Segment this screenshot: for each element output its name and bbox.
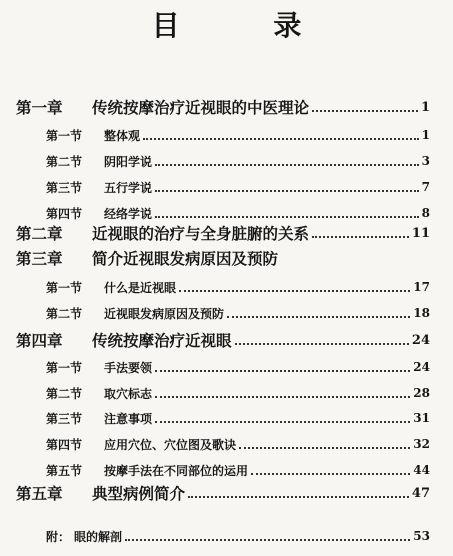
toc-entry-number: 第一节 <box>46 360 83 375</box>
toc-chapter-row <box>0 246 453 270</box>
toc-page-number: 1 <box>421 128 430 142</box>
toc-entry-title: 什么是近视眼 <box>104 280 177 295</box>
toc-page-number: 1 <box>420 99 430 115</box>
toc-section-row <box>0 149 453 173</box>
dot-leader <box>227 314 410 318</box>
toc-section-row <box>0 432 453 456</box>
toc-page-number: 53 <box>413 529 430 543</box>
toc-entry-title: 取穴标志 <box>104 386 153 401</box>
dot-leader <box>155 368 410 372</box>
toc-page-number: 28 <box>413 386 430 400</box>
toc-entry-title: 近视眼发病原因及预防 <box>104 306 225 321</box>
toc-entry-title: 五行学说 <box>104 180 153 195</box>
toc-entry-title: 手法要领 <box>104 360 153 375</box>
toc-entry-title: 眼的解剖 <box>74 529 123 544</box>
toc-entry-title: 传统按摩治疗近视眼的中医理论 <box>92 98 310 117</box>
toc-page-number: 31 <box>413 411 430 425</box>
toc-entry-number: 第五章 <box>16 484 63 503</box>
toc-entry-number: 第二节 <box>46 306 83 321</box>
dot-leader <box>155 394 410 398</box>
toc-chapter-row <box>0 481 453 505</box>
toc-page-number: 47 <box>411 485 430 501</box>
dot-leader <box>179 288 410 292</box>
dot-leader <box>155 214 419 218</box>
toc-section-row <box>0 275 453 299</box>
toc-section-row <box>0 381 453 405</box>
dot-leader <box>155 162 419 166</box>
toc-entry-title: 典型病例简介 <box>92 484 186 503</box>
toc-entry-title: 传统按摩治疗近视眼 <box>92 331 232 350</box>
toc-entry-title: 阴阳学说 <box>104 154 153 169</box>
dot-leader <box>312 234 409 238</box>
toc-entry-title: 近视眼的治疗与全身脏腑的关系 <box>92 224 310 243</box>
toc-page-number: 11 <box>411 225 430 241</box>
toc-entry-number: 第一章 <box>16 98 63 117</box>
toc-entry-number: 附： <box>46 529 71 544</box>
dot-leader <box>239 445 410 449</box>
toc-page-number: 24 <box>411 332 430 348</box>
toc-entry-number: 第四节 <box>46 437 83 452</box>
toc-entry-title: 整体观 <box>104 128 141 143</box>
toc-page-number: 32 <box>413 437 430 451</box>
toc-entry-number: 第四节 <box>46 206 83 221</box>
toc-entry-number: 第一节 <box>46 128 83 143</box>
toc-chapter-row <box>0 221 453 245</box>
toc-section-row <box>0 406 453 430</box>
dot-leader <box>155 419 410 423</box>
dot-leader <box>188 494 409 498</box>
toc-page-number: 8 <box>421 206 430 220</box>
toc-entry-number: 第三章 <box>16 249 63 268</box>
toc-entry-title: 经络学说 <box>104 206 153 221</box>
toc-entry-number: 第五节 <box>46 463 83 478</box>
page-title: 目 录 <box>151 9 344 42</box>
toc-entry-title: 按摩手法在不同部位的运用 <box>104 463 249 478</box>
toc-entry-title: 应用穴位、穴位图及歌诀 <box>104 437 237 452</box>
toc-appendix-row <box>0 524 453 548</box>
toc-page-number: 3 <box>421 154 430 168</box>
toc-entry-number: 第三节 <box>46 180 83 195</box>
toc-entry-number: 第二章 <box>16 224 63 243</box>
toc-entry-title: 简介近视眼发病原因及预防 <box>92 249 279 268</box>
toc-page-number: 17 <box>413 280 430 294</box>
dot-leader <box>125 537 410 541</box>
toc-page-number: 18 <box>413 306 430 320</box>
dot-leader <box>235 341 409 345</box>
dot-leader <box>312 108 418 112</box>
toc-page-number: 44 <box>413 463 430 477</box>
dot-leader <box>251 471 410 475</box>
toc-section-row <box>0 301 453 325</box>
toc-entry-number: 第三节 <box>46 411 83 426</box>
toc-section-row <box>0 123 453 147</box>
toc-section-row <box>0 175 453 199</box>
toc-entry-number: 第一节 <box>46 280 83 295</box>
dot-leader <box>143 136 419 140</box>
toc-page-number: 7 <box>421 180 430 194</box>
toc-chapter-row <box>0 328 453 352</box>
toc-section-row <box>0 458 453 482</box>
toc-section-row <box>0 355 453 379</box>
dot-leader <box>155 188 419 192</box>
toc-entry-number: 第四章 <box>16 331 63 350</box>
toc-entry-number: 第二节 <box>46 154 83 169</box>
toc-chapter-row <box>0 95 453 119</box>
toc-page-number: 24 <box>413 360 430 374</box>
toc-entry-title: 注意事项 <box>104 411 153 426</box>
toc-entry-number: 第二节 <box>46 386 83 401</box>
